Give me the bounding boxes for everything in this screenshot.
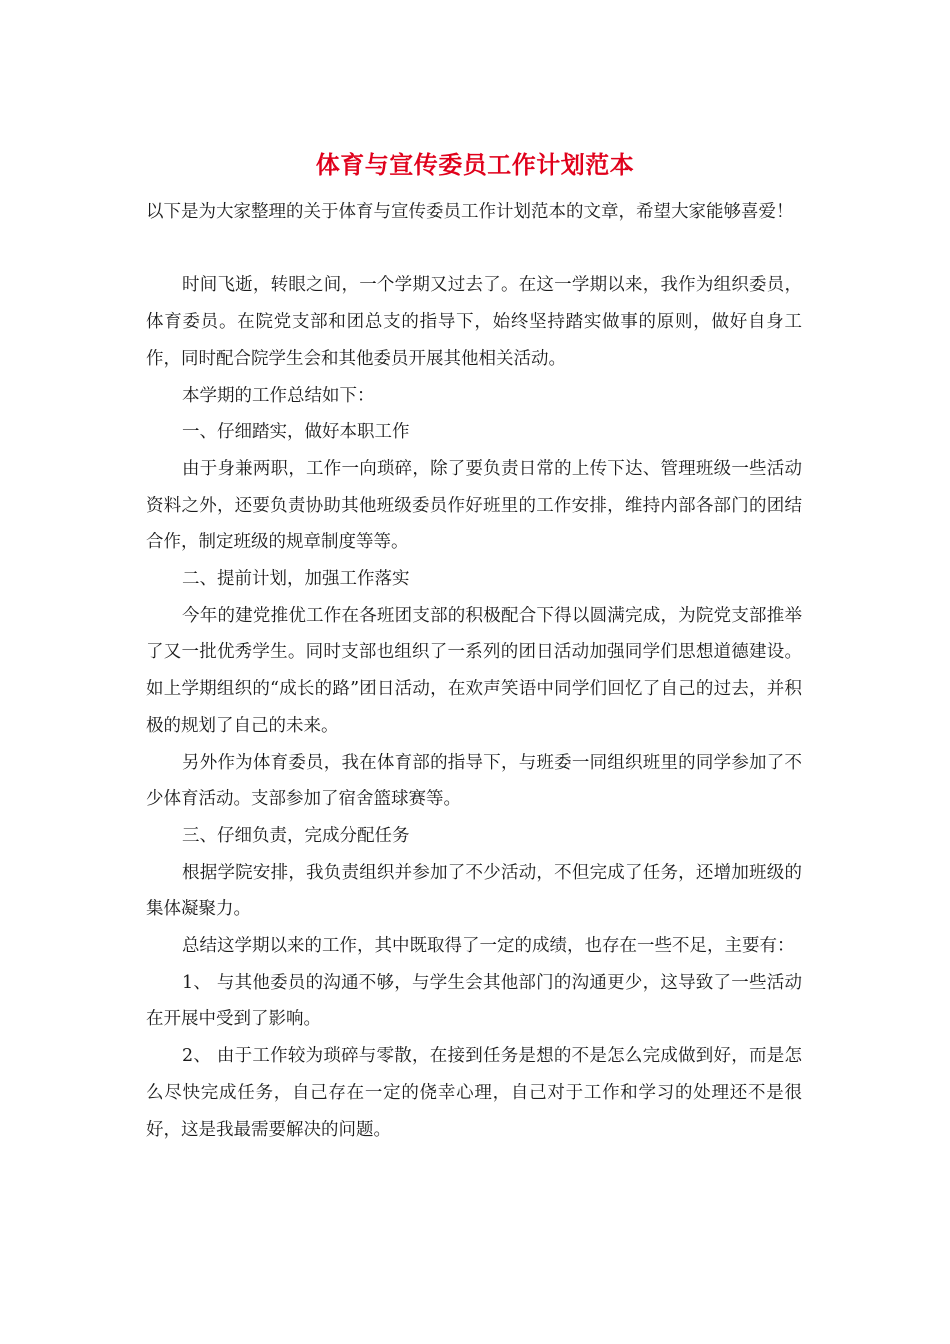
- paragraph: 本学期的工作总结如下：: [182, 385, 375, 406]
- paragraph: 今年的建党推优工作在各班团支部的积极配合下得以圆满完成，为院党支部推举了又一批优秀学生。同时支部也组织了一系列的团日活动加强同学们思想道德建设。如上学期组织的“成长的路”团日活动，在欢声笑语中同学们回忆了自己的过去，并积极的规划了自己的未来。: [146, 605, 802, 736]
- paragraph: 总结这学期以来的工作，其中既取得了一定的成绩，也存在一些不足，主要有：: [182, 936, 795, 957]
- list-item: 1、 与其他委员的沟通不够，与学生会其他部门的沟通更少，这导致了一些活动在开展中受到了影响。: [146, 972, 802, 1030]
- paragraph: 时间飞逝，转眼之间，一个学期又过去了。在这一学期以来，我作为组织委员，体育委员。在院党支部和团总支的指导下，始终坚持踏实做事的原则，做好自身工作，同时配合院学生会和其他委员开展其他相关活动。: [146, 275, 802, 369]
- section-heading: 三、仔细负责，完成分配任务: [182, 825, 410, 846]
- section-heading: 一、仔细踏实，做好本职工作: [182, 422, 410, 443]
- section-heading: 二、提前计划，加强工作落实: [182, 569, 410, 590]
- document-title: 体育与宣传委员工作计划范本: [315, 150, 635, 179]
- intro-paragraph: 以下是为大家整理的关于体育与宣传委员工作计划范本的文章，希望大家能够喜爱！: [146, 202, 794, 222]
- blank-line: [146, 231, 802, 268]
- paragraph: 根据学院安排，我负责组织并参加了不少活动，不但完成了任务，还增加班级的集体凝聚力。: [146, 862, 802, 920]
- document-body: [146, 194, 802, 1148]
- paragraph: 由于身兼两职，工作一向琐碎，除了要负责日常的上传下达、管理班级一些活动资料之外，还要负责协助其他班级委员作好班里的工作安排，维持内部各部门的团结合作，制定班级的规章制度等等。: [146, 458, 802, 553]
- list-item: 2、 由于工作较为琐碎与零散，在接到任务是想的不是怎么完成做到好，而是怎么尽快完成任务，自己存在一定的侥幸心理，自己对于工作和学习的处理还不是很好，这是我最需要解决的问题。: [146, 1046, 802, 1140]
- paragraph: 另外作为体育委员，我在体育部的指导下，与班委一同组织班里的同学参加了不少体育活动。支部参加了宿舍篮球赛等。: [146, 752, 802, 810]
